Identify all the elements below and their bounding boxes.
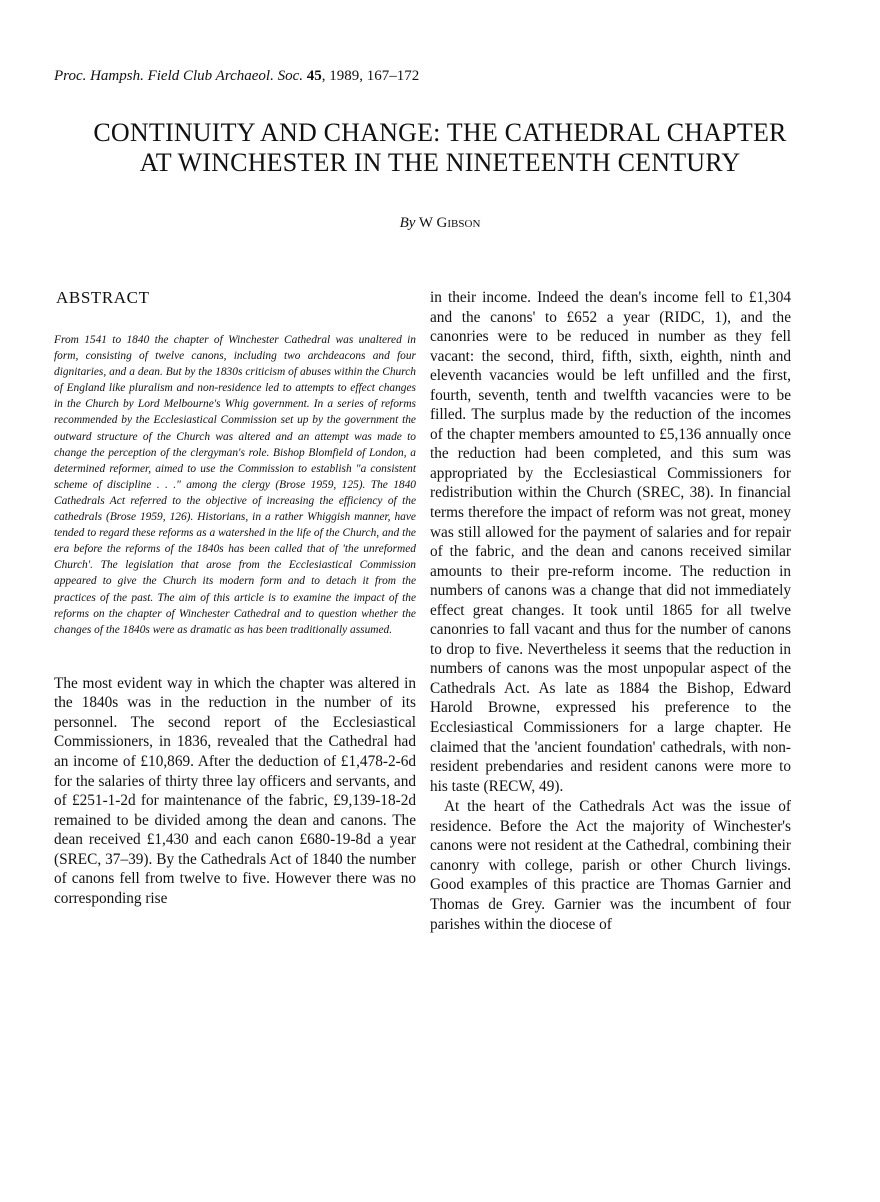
journal-year-pages: , 1989, 167–172 <box>321 68 420 84</box>
body-paragraph-1-start: The most evident way in which the chapter was altered in the 1840s was in the reduction in the number of its personnel. The second report of the Ecclesiastical Commissioners, in 1836, revealed that the Cathedral had an income of £10,869. After the deduction of £1,478-2-6d for the salaries of thirty three lay officers and servants, and of £251-1-2d for maintenance of the fabric, £9,139-18-2d remained to be divided among the dean and canons. The dean received £1,430 and each canon £680-19-8d a year (SREC, 37–39). By the Cathedrals Act of 1840 the number of canons fell from twelve to five. However there was no corresponding rise <box>54 674 416 907</box>
byline-by: By <box>399 215 416 231</box>
article-title <box>40 118 840 178</box>
article-title-line-1: CONTINUITY AND CHANGE: THE CATHEDRAL CHAPTER <box>93 118 787 147</box>
right-column <box>430 288 791 934</box>
running-head <box>54 68 419 85</box>
body-paragraph-2: At the heart of the Cathedrals Act was the issue of residence. Before the Act the majority of Winchester's canons were not resident at the Cathedral, combining their canonry with college, parish or other Church livings. Good examples of this practice are Thomas Garnier and Thomas de Grey. Garnier was the incumbent of four parishes within the diocese of <box>430 798 791 933</box>
body-paragraph-1-continued: in their income. Indeed the dean's income fell to £1,304 and the canons' to £652 a year (RIDC, 1), and the canonries were to be reduced in number as they fell vacant: the second, third, fifth, sixth, eighth, ninth and eleventh vacancies would be left unfilled and the first, fourth, seventh, tenth and twelfth vacancies were to be filled. The surplus made by the reduction of the incomes of the chapter members amounted to £5,136 annually once the reduction had been completed, and this sum was appropriated by the Ecclesiastical Commissioners for redistribution within the Church (SREC, 38). In financial terms therefore the impact of reform was not great, money was still allowed for the payment of salaries and for repair of the fabric, and the dean and canons received similar amounts to their pre-reform income. The reduction in numbers of canons was a change that did not immediately effect great changes. It took until 1865 for all twelve canonries to fall vacant and thus for the number of canons to drop to five. Nevertheless it seems that the reduction in numbers of canons was the most unpopular aspect of the Cathedrals Act. As late as 1884 the Bishop, Edward Harold Browne, expressed his preference to the Ecclesiastical Commissioners for a large chapter. He claimed that the 'ancient foundation' cathedrals, with non-resident prebendaries and resident canons were more to his taste (RECW, 49). <box>430 289 791 795</box>
byline <box>0 215 880 232</box>
journal-volume: 45 <box>306 68 322 84</box>
abstract-heading: ABSTRACT <box>56 288 150 307</box>
author-surname: Gibson <box>436 215 481 231</box>
author-initial: W <box>418 215 433 231</box>
left-column <box>54 288 416 908</box>
abstract-text: From 1541 to 1840 the chapter of Winchester Cathedral was unaltered in form, consisting of twelve canons, including two archdeacons and four dignitaries, and a dean. But by the 1830s criticism of abuses within the Church of England like pluralism and non-residence led to attempts to effect changes in the Church by Lord Melbourne's Whig government. In a series of reforms recommended by the Ecclesiastical Commission set up by the government the outward structure of the Church was altered and an attempt was made to change the perception of the clergyman's role. Bishop Blomfield of London, a determined reformer, aimed to use the Commission to establish "a consistent scheme of discipline . . ." among the clergy (Brose 1959, 125). The 1840 Cathedrals Act referred to the objective of increasing the efficiency of the cathedrals (Brose 1959, 126). Historians, in a rather Whiggish manner, have tended to regard these reforms as a watershed in the life of the Church, and the era before the reforms of the 1840s has been called that of 'the unreformed Church'. The legislation that arose from the Ecclesiastical Commission appeared to give the Church its modern form and to detach it from the practices of the past. The aim of this article is to examine the impact of the reforms on the chapter of Winchester Cathedral and to question whether the changes of the 1840s were as dramatic as has been traditionally assumed. <box>54 334 416 636</box>
journal-name: Proc. Hampsh. Field Club Archaeol. Soc. <box>54 68 303 84</box>
article-title-line-2: AT WINCHESTER IN THE NINETEENTH CENTURY <box>139 148 741 177</box>
